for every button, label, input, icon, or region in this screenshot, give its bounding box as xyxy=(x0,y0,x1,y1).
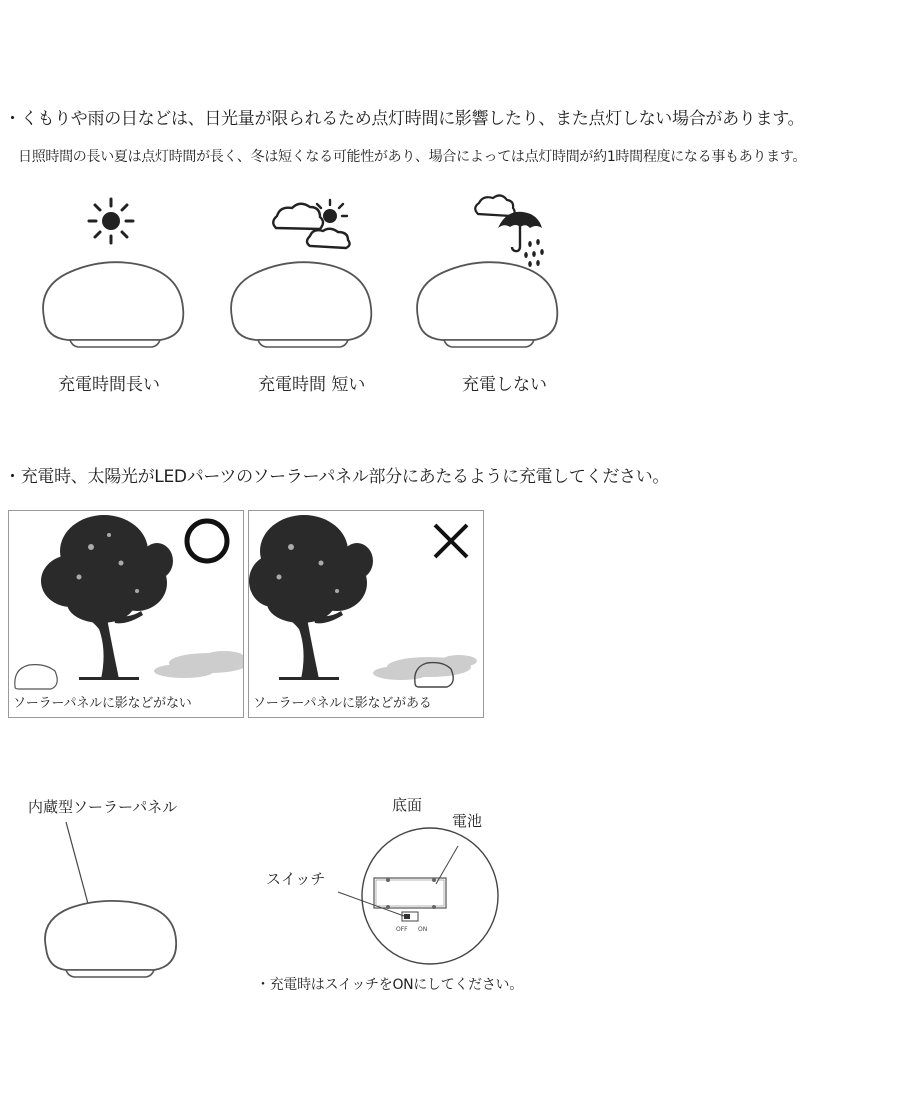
summer-note: 日照時間の長い夏は点灯時間が長く、冬は短くなる可能性があり、場合によっては点灯時間が約1時間程度になる事もあります。 xyxy=(18,149,807,165)
solar-panel-label: 内蔵型ソーラーパネル xyxy=(28,798,178,816)
caption-sunny: 充電時間長い xyxy=(58,375,160,395)
off-label: OFF xyxy=(396,926,408,933)
bottom-label: 底面 xyxy=(392,796,423,814)
panel-no-shadow xyxy=(8,510,244,718)
panel-caption-bad: ソーラーパネルに影などがある xyxy=(253,696,432,711)
switch-label: スイッチ xyxy=(266,870,326,888)
panel-with-shadow xyxy=(248,510,484,718)
tree-scene-bad xyxy=(249,511,483,717)
on-label: ON xyxy=(418,926,428,933)
panel-caption-good: ソーラーパネルに影などがない xyxy=(13,696,192,711)
stone-lamp-2 xyxy=(228,258,374,350)
cloud-sun-icon xyxy=(268,196,358,252)
battery-label: 電池 xyxy=(452,812,483,830)
underside-diagram xyxy=(330,816,500,966)
caption-rainy: 充電しない xyxy=(462,375,547,395)
sun-icon xyxy=(86,196,136,246)
placement-note: ・充電時、太陽光がLEDパーツのソーラーパネル部分にあたるように充電してください。 xyxy=(4,467,670,487)
umbrella-rain-icon xyxy=(472,192,552,268)
switch-note: ・充電時はスイッチをONにしてください。 xyxy=(256,977,523,993)
stone-lamp-1 xyxy=(40,258,186,350)
stone-lamp-3 xyxy=(414,258,560,350)
solar-stone-diagram xyxy=(40,822,180,986)
caption-cloudy: 充電時間 短い xyxy=(258,375,366,395)
weather-note: ・くもりや雨の日などは、日光量が限られるため点灯時間に影響したり、また点灯しない場合があります。 xyxy=(4,109,805,129)
tree-scene-good xyxy=(9,511,243,717)
